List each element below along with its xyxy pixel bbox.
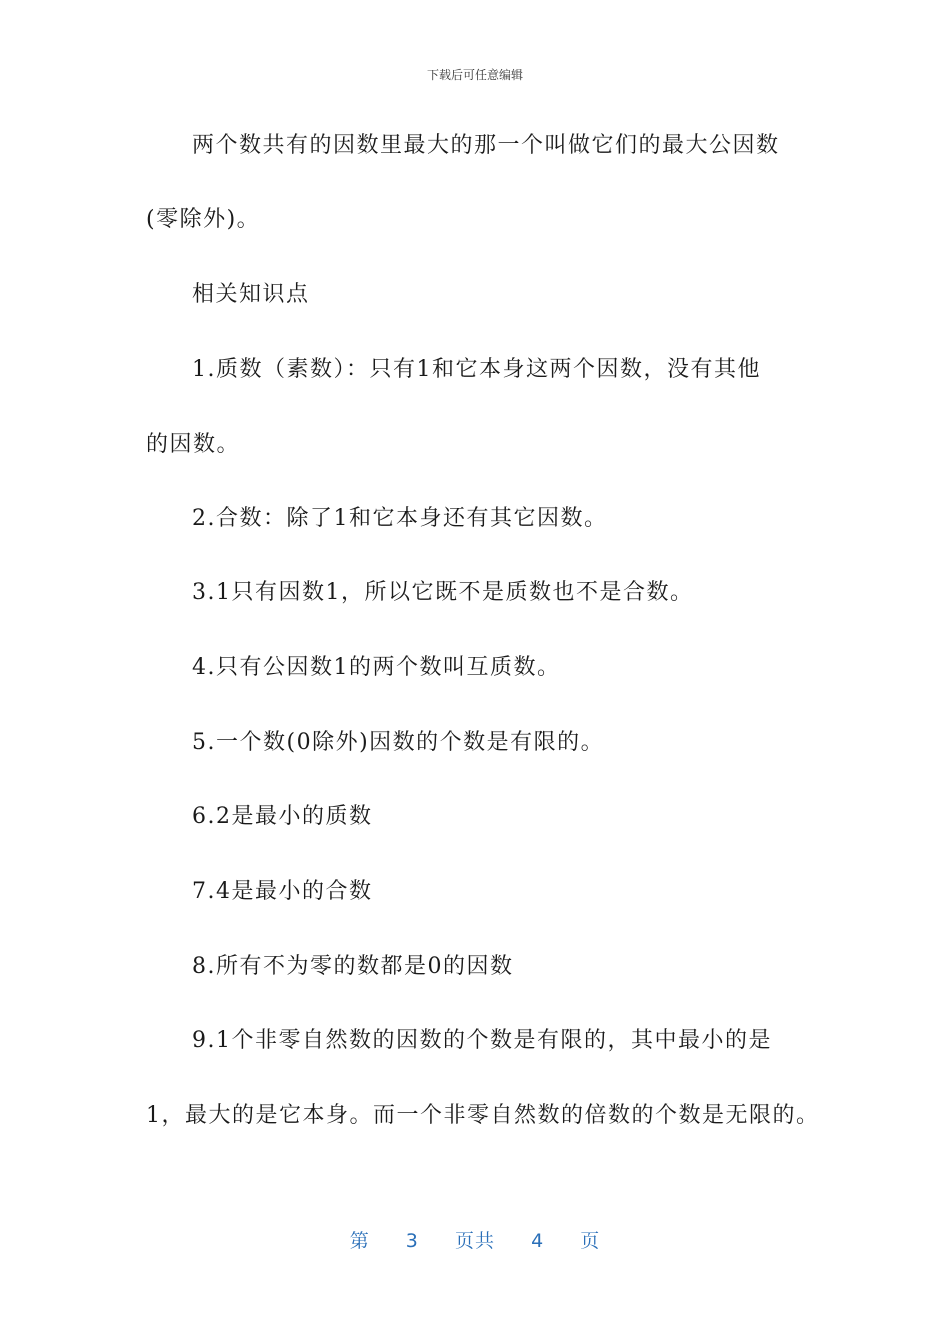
footer-prefix: 第 <box>349 1230 370 1252</box>
section-heading: 相关知识点 <box>192 282 310 307</box>
list-item: 2.合数：除了1和它本身还有其它因数。 <box>192 506 608 531</box>
list-item: 9.1个非零自然数的因数的个数是有限的，其中最小的是 <box>192 1028 772 1053</box>
list-item-continuation: 1，最大的是它本身。而一个非零自然数的倍数的个数是无限的。 <box>146 1103 820 1128</box>
list-item: 1.质数（素数）：只有1和它本身这两个因数，没有其他 <box>192 357 761 382</box>
footer-middle: 页共 <box>454 1230 495 1252</box>
page-footer <box>0 1226 950 1253</box>
page-header: 下载后可任意编辑 <box>426 68 523 82</box>
list-item: 6.2是最小的质数 <box>192 804 373 829</box>
footer-current-page: 3 <box>405 1230 419 1252</box>
list-item-continuation: 的因数。 <box>146 432 241 457</box>
paragraph-line: 两个数共有的因数里最大的那一个叫做它们的最大公因数 <box>192 133 780 158</box>
footer-suffix: 页 <box>580 1230 601 1252</box>
list-item: 7.4是最小的合数 <box>192 879 373 904</box>
list-item: 8.所有不为零的数都是0的因数 <box>192 954 514 979</box>
list-item: 4.只有公因数1的两个数叫互质数。 <box>192 655 561 680</box>
list-item: 5.一个数(0除外)因数的个数是有限的。 <box>192 730 605 755</box>
list-item: 3.1只有因数1，所以它既不是质数也不是合数。 <box>192 580 694 605</box>
footer-total-pages: 4 <box>531 1230 545 1252</box>
paragraph-line: (零除外)。 <box>146 207 261 232</box>
